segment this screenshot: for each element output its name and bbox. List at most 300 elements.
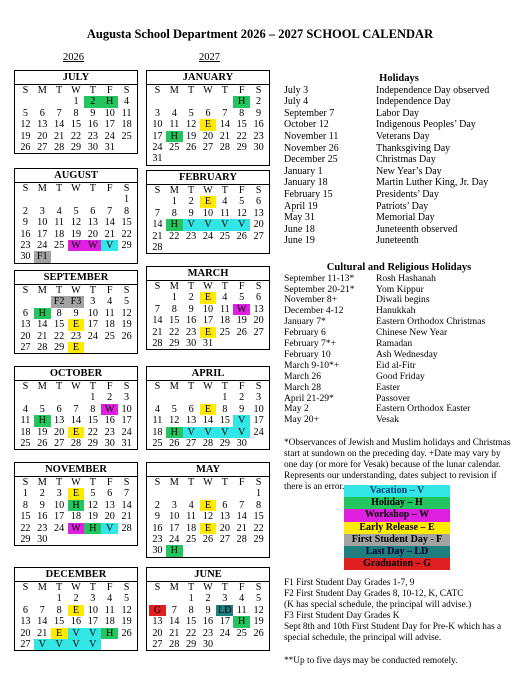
day-cell: 16 — [37, 511, 48, 523]
day-cell-marked: V — [34, 639, 51, 650]
day-cell: 28 — [202, 438, 214, 450]
day-cell: 28 — [121, 522, 132, 534]
day-cell: 5 — [124, 593, 130, 605]
week-row — [15, 415, 137, 426]
day-cell: 7 — [171, 604, 177, 616]
day-cell: 9 — [239, 403, 245, 415]
day-cell: 13 — [186, 415, 197, 427]
day-cell: 30 — [37, 534, 48, 546]
day-cell-marked: H — [84, 523, 101, 534]
holiday-row — [284, 177, 514, 189]
day-cell: 23 — [152, 534, 163, 546]
day-cell: 15 — [20, 511, 31, 523]
weekday-label: M — [169, 582, 179, 593]
day-cell: 22 — [169, 230, 180, 242]
day-cell-marked: V — [233, 219, 250, 230]
day-cell: 30 — [87, 142, 98, 154]
day-cell: 17 — [202, 315, 214, 327]
day-cell: 21 — [152, 230, 163, 242]
day-cell: 20 — [253, 219, 264, 231]
month-december — [14, 567, 138, 651]
day-cell — [233, 338, 250, 349]
day-cell: 1 — [56, 593, 62, 605]
week-row — [147, 142, 269, 153]
day-cell-marked: V — [84, 639, 101, 650]
month-april — [146, 366, 270, 450]
week-row — [15, 593, 137, 604]
day-cell-marked: V — [183, 427, 200, 438]
day-cell: 23 — [186, 230, 197, 242]
day-cell: 8 — [124, 205, 130, 217]
day-cell: 19 — [70, 228, 82, 240]
day-cell — [216, 488, 233, 499]
day-cell: 27 — [219, 534, 230, 546]
day-cell — [166, 242, 183, 253]
cultural-name: Ramadan — [376, 338, 413, 350]
day-cell: 23 — [20, 240, 31, 252]
day-cell: 14 — [152, 219, 163, 231]
day-cell: 3 — [256, 392, 262, 404]
weekday-header — [147, 85, 269, 96]
day-cell — [101, 534, 118, 545]
day-cell: 20 — [253, 315, 264, 327]
day-cell: 22 — [70, 130, 82, 142]
weekday-label: W — [71, 285, 81, 296]
weekday-label: F — [238, 185, 245, 196]
day-cell: 10 — [202, 207, 214, 219]
week-row — [15, 296, 137, 307]
week-row — [15, 438, 137, 449]
day-cell: 13 — [253, 207, 264, 219]
day-cell — [17, 96, 34, 107]
day-cell — [17, 194, 34, 205]
weekday-label: S — [22, 183, 29, 194]
day-cell: 8 — [56, 307, 62, 319]
day-cell: 26 — [236, 230, 247, 242]
day-cell: 25 — [104, 330, 115, 342]
day-cell — [183, 242, 200, 253]
day-cell: 9 — [22, 217, 28, 229]
legend — [344, 485, 450, 570]
day-cell-marked: E — [68, 342, 85, 353]
weekday-label: S — [255, 381, 262, 392]
week-row — [15, 427, 137, 438]
weekday-header — [147, 185, 269, 196]
day-cell — [216, 242, 233, 253]
legend-item: Vacation – V — [344, 485, 450, 497]
day-cell: 28 — [236, 534, 247, 546]
day-cell — [34, 96, 51, 107]
day-cell — [250, 242, 267, 253]
day-cell: 27 — [20, 639, 31, 651]
day-cell: 15 — [54, 319, 65, 331]
day-cell: 14 — [169, 616, 180, 628]
day-cell — [183, 545, 200, 556]
week-row — [147, 119, 269, 130]
day-cell: 1 — [222, 392, 228, 404]
day-cell: 8 — [188, 604, 194, 616]
day-cell-marked: V — [200, 427, 217, 438]
week-row — [15, 605, 137, 616]
month-august — [14, 168, 138, 264]
weekday-label: F — [106, 381, 113, 392]
cultural-date: March 26 — [284, 370, 322, 382]
day-cell-marked: V — [216, 219, 233, 230]
day-cell: 14 — [202, 415, 214, 427]
day-cell: 14 — [37, 616, 48, 628]
day-cell: 22 — [236, 130, 247, 142]
day-cell: 15 — [169, 315, 180, 327]
footnote-f2: F2 First Student Day Grades 8, 10-12, K, CATC — [284, 589, 464, 599]
holiday-name: New Year’s Day — [376, 165, 442, 177]
day-cell: 26 — [236, 326, 247, 338]
cultural-date: January 7* — [284, 316, 326, 328]
day-cell — [166, 153, 183, 164]
weekday-label: S — [255, 185, 262, 196]
day-cell-marked: E — [68, 319, 85, 330]
day-cell: 25 — [152, 438, 163, 450]
day-cell-marked: H — [34, 415, 51, 426]
day-cell-marked: 2 — [84, 96, 101, 107]
weekday-label: F — [238, 85, 245, 96]
week-row — [15, 628, 137, 639]
day-cell: 8 — [222, 403, 228, 415]
day-cell-marked: V — [84, 628, 101, 639]
day-cell: 1 — [171, 292, 177, 304]
holiday-name: Juneteenth — [376, 235, 419, 247]
day-cell: 26 — [186, 142, 197, 154]
cultural-name: Rosh Hashanah — [376, 272, 436, 284]
day-cell — [84, 251, 101, 262]
day-cell — [250, 545, 267, 556]
day-cell: 26 — [37, 438, 48, 450]
day-cell: 16 — [87, 119, 98, 131]
day-cell — [233, 639, 250, 650]
month-name: JUNE — [147, 568, 269, 582]
week-row — [147, 304, 269, 315]
weekday-label: F — [238, 381, 245, 392]
day-cell: 7 — [222, 107, 228, 119]
day-cell: 19 — [253, 616, 264, 628]
day-cell: 11 — [104, 307, 115, 319]
month-may — [146, 462, 270, 558]
month-october — [14, 366, 138, 450]
legend-item: Early Release – E — [344, 522, 450, 534]
day-cell: 17 — [219, 616, 230, 628]
weekday-label: M — [169, 477, 179, 488]
year-label-2026: 2026 — [63, 52, 84, 63]
day-cell: 12 — [202, 511, 214, 523]
day-cell: 31 — [152, 153, 163, 165]
day-cell — [118, 342, 135, 353]
day-cell: 24 — [121, 426, 132, 438]
day-cell: 8 — [22, 499, 28, 511]
weekday-label: S — [123, 381, 130, 392]
weekday-label: T — [56, 381, 63, 392]
day-cell — [216, 545, 233, 556]
weekday-label: T — [188, 477, 195, 488]
day-cell: 18 — [20, 426, 31, 438]
week-row — [147, 593, 269, 604]
day-cell: 21 — [219, 130, 230, 142]
day-cell: 2 — [39, 488, 45, 500]
weekday-label: T — [89, 85, 96, 96]
day-cell: 22 — [169, 326, 180, 338]
day-cell: 20 — [37, 130, 48, 142]
day-cell-marked: H — [166, 219, 183, 230]
weekday-label: T — [221, 477, 228, 488]
day-cell: 8 — [73, 107, 79, 119]
week-row — [15, 404, 137, 415]
day-cell: 3 — [124, 392, 130, 404]
day-cell: 2 — [107, 392, 113, 404]
day-cell: 4 — [239, 593, 245, 605]
day-cell: 2 — [239, 392, 245, 404]
weekday-label: M — [169, 281, 179, 292]
day-cell: 18 — [219, 315, 230, 327]
week-row — [147, 545, 269, 556]
week-row — [15, 488, 137, 499]
day-cell: 18 — [104, 616, 115, 628]
day-cell — [233, 488, 250, 499]
day-cell: 28 — [54, 142, 65, 154]
day-cell: 17 — [152, 130, 163, 142]
weekday-label: S — [154, 582, 161, 593]
day-cell: 25 — [219, 326, 230, 338]
day-cell: 17 — [253, 415, 264, 427]
day-cell-marked: H — [166, 427, 183, 438]
holiday-row — [284, 96, 514, 108]
weekday-label: T — [56, 582, 63, 593]
day-cell: 17 — [169, 522, 180, 534]
cultural-row — [284, 383, 514, 394]
day-cell: 13 — [87, 217, 98, 229]
day-cell: 22 — [54, 330, 65, 342]
day-cell: 1 — [73, 96, 79, 108]
day-cell: 5 — [73, 205, 79, 217]
weekday-label: S — [123, 183, 130, 194]
day-cell: 7 — [239, 499, 245, 511]
day-cell: 29 — [253, 534, 264, 546]
day-cell-marked: E — [51, 628, 68, 639]
cultural-name: Good Friday — [376, 370, 425, 382]
day-cell: 29 — [54, 342, 65, 354]
cultural-date: March 9-10*+ — [284, 359, 340, 371]
holiday-date: December 25 — [284, 154, 338, 166]
day-cell: 24 — [37, 240, 48, 252]
month-june — [146, 567, 270, 651]
weekday-header — [147, 381, 269, 392]
day-cell: 17 — [87, 616, 98, 628]
weekday-label: W — [71, 477, 81, 488]
day-cell: 11 — [219, 207, 230, 219]
weekday-label: T — [221, 185, 228, 196]
holiday-row — [284, 85, 514, 97]
holiday-name: Indigenous Peoples’ Day — [376, 119, 476, 131]
weekday-label: T — [221, 281, 228, 292]
day-cell: 12 — [253, 604, 264, 616]
day-cell: 9 — [256, 107, 262, 119]
weekday-label: T — [188, 381, 195, 392]
weekday-header — [147, 477, 269, 488]
day-cell: 2 — [22, 205, 28, 217]
day-cell-marked: V — [200, 219, 217, 230]
day-cell: 21 — [37, 627, 48, 639]
day-cell: 24 — [219, 627, 230, 639]
week-row — [15, 251, 137, 262]
day-cell: 12 — [87, 499, 98, 511]
day-cell: 16 — [202, 616, 214, 628]
day-cell: 27 — [54, 438, 65, 450]
day-cell: 18 — [104, 319, 115, 331]
day-cell: 19 — [186, 130, 197, 142]
week-row — [15, 131, 137, 142]
day-cell: 4 — [222, 292, 228, 304]
day-cell: 23 — [37, 522, 48, 534]
day-cell: 6 — [107, 488, 113, 500]
holiday-row — [284, 189, 514, 201]
cultural-date: May 2 — [284, 403, 309, 415]
day-cell: 16 — [186, 315, 197, 327]
week-row — [147, 108, 269, 119]
weekday-label: M — [169, 185, 179, 196]
week-row — [15, 206, 137, 217]
day-cell: 6 — [188, 403, 194, 415]
day-cell: 10 — [202, 303, 214, 315]
month-name: NOVEMBER — [15, 463, 137, 477]
weekday-label: W — [71, 183, 81, 194]
day-cell: 15 — [87, 415, 98, 427]
legend-item: Workshop – W — [344, 509, 450, 521]
day-cell — [200, 392, 217, 403]
day-cell: 16 — [20, 228, 31, 240]
week-row — [147, 196, 269, 207]
holiday-row — [284, 166, 514, 178]
day-cell: 20 — [87, 228, 98, 240]
week-row — [15, 108, 137, 119]
week-row — [147, 605, 269, 616]
day-cell — [183, 153, 200, 164]
day-cell: 12 — [20, 119, 31, 131]
day-cell: 16 — [70, 616, 82, 628]
day-cell: 11 — [219, 303, 230, 315]
weekday-label: T — [188, 185, 195, 196]
day-cell: 10 — [87, 307, 98, 319]
month-september — [14, 270, 138, 354]
day-cell — [84, 194, 101, 205]
day-cell: 13 — [104, 499, 115, 511]
day-cell: 19 — [121, 616, 132, 628]
day-cell: 28 — [219, 142, 230, 154]
day-cell-marked: E — [200, 523, 217, 534]
cultural-date: May 20+ — [284, 414, 319, 426]
day-cell — [183, 96, 200, 107]
week-row — [147, 500, 269, 511]
day-cell: 27 — [202, 142, 214, 154]
day-cell-marked: G — [149, 605, 166, 616]
month-name: JULY — [15, 71, 137, 85]
footnote-f1: F1 First Student Day Grades 1-7, 9 — [284, 578, 415, 588]
weekday-label: M — [37, 381, 47, 392]
holiday-date: February 15 — [284, 188, 333, 200]
day-cell — [68, 534, 85, 545]
day-cell: 24 — [54, 522, 65, 534]
week-row — [147, 616, 269, 627]
month-march — [146, 266, 270, 350]
day-cell: 21 — [104, 228, 115, 240]
weekday-label: T — [56, 85, 63, 96]
day-cell-marked: W — [233, 304, 250, 315]
weekday-label: S — [123, 85, 130, 96]
week-row — [15, 331, 137, 342]
day-cell — [183, 488, 200, 499]
day-cell — [166, 488, 183, 499]
holiday-name: Juneteenth observed — [376, 223, 458, 235]
cultural-date: February 7*+ — [284, 338, 337, 350]
holiday-name: Martin Luther King, Jr. Day — [376, 177, 489, 189]
day-cell — [101, 342, 118, 353]
day-cell: 20 — [219, 522, 230, 534]
day-cell: 9 — [39, 499, 45, 511]
holiday-date: June 19 — [284, 235, 315, 247]
day-cell: 29 — [186, 639, 197, 651]
weekday-label: S — [22, 285, 29, 296]
day-cell: 5 — [124, 296, 130, 308]
day-cell: 8 — [171, 207, 177, 219]
day-cell: 13 — [253, 303, 264, 315]
day-cell: 13 — [37, 119, 48, 131]
day-cell: 16 — [104, 415, 115, 427]
cultural-date: November 8+ — [284, 294, 338, 306]
day-cell: 26 — [121, 627, 132, 639]
day-cell: 26 — [121, 330, 132, 342]
day-cell: 3 — [56, 488, 62, 500]
week-row — [147, 427, 269, 438]
weekday-label: T — [188, 85, 195, 96]
week-row — [147, 131, 269, 142]
holiday-row — [284, 224, 514, 236]
weekday-label: F — [238, 281, 245, 292]
day-cell-marked: H — [101, 96, 118, 107]
week-row — [147, 208, 269, 219]
day-cell — [233, 545, 250, 556]
day-cell: 8 — [56, 604, 62, 616]
cultural-date: September 11-13* — [284, 272, 355, 284]
day-cell — [216, 338, 233, 349]
weekday-label: T — [89, 381, 96, 392]
day-cell: 25 — [54, 240, 65, 252]
day-cell: 18 — [121, 119, 132, 131]
day-cell: 6 — [22, 307, 28, 319]
day-cell: 4 — [171, 107, 177, 119]
day-cell: 18 — [152, 426, 163, 438]
day-cell: 11 — [236, 604, 247, 616]
holiday-name: Memorial Day — [376, 212, 435, 224]
day-cell: 20 — [20, 330, 31, 342]
weekday-label: T — [89, 582, 96, 593]
day-cell: 14 — [121, 499, 132, 511]
week-row — [15, 229, 137, 240]
cultural-name: Vesak — [376, 414, 399, 426]
cultural-name: Hanukkah — [376, 305, 416, 317]
day-cell — [17, 296, 34, 307]
day-cell — [250, 639, 267, 650]
weekday-label: T — [89, 183, 96, 194]
cultural-name: Eastern Orthodox Easter — [376, 403, 471, 415]
holiday-name: Independence Day observed — [376, 84, 490, 96]
holiday-date: April 19 — [284, 200, 318, 212]
week-row — [147, 327, 269, 338]
